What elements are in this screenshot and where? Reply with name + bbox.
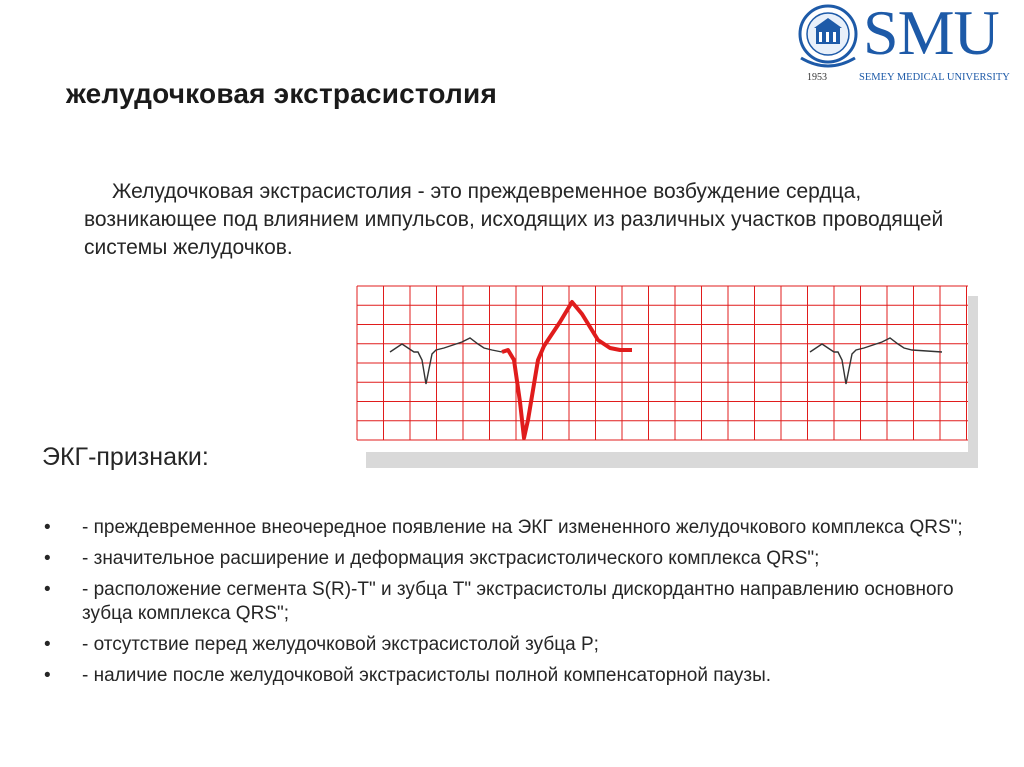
list-item (44, 633, 1004, 657)
ecg-signs-list (44, 516, 1004, 695)
slide-title: желудочковая экстрасистолия (66, 78, 497, 109)
list-item-text: - расположение сегмента S(R)-T" и зубца T" экстрасистолы дискордантно направлению основного зубца комплекса QRS"; (82, 579, 954, 624)
list-item-text: - значительное расширение и деформация экстрасистолического комплекса QRS"; (82, 548, 820, 569)
definition-paragraph: Желудочковая экстрасистолия - это преждевременное возбуждение сердца, возникающее под влиянием импульсов, исходящих из различных участков проводящей системы желудочков. (84, 180, 944, 259)
list-item (44, 547, 1004, 571)
list-item-text: - преждевременное внеочередное появление на ЭКГ измененного желудочкового комплекса QRS"; (82, 517, 963, 538)
bullet: • (44, 548, 51, 569)
list-item (44, 664, 1004, 688)
university-emblem-icon (795, 0, 861, 72)
bullet: • (44, 634, 51, 655)
bullet: • (44, 579, 51, 600)
list-item-text: - наличие после желудочковой экстрасистолы полной компенсаторной паузы. (82, 665, 772, 686)
list-item (44, 516, 1004, 540)
bullet: • (44, 665, 51, 686)
smu-logo (795, 0, 1024, 100)
ecg-figure (352, 280, 980, 470)
bullet: • (44, 517, 51, 538)
ecg-signs-heading: ЭКГ-признаки: (42, 443, 209, 471)
ecg-strip (352, 280, 968, 452)
list-item (44, 578, 1004, 626)
logo-wordmark: SMU (863, 0, 999, 68)
logo-year: 1953 (807, 72, 827, 83)
logo-university-name: SEMEY MEDICAL UNIVERSITY (859, 72, 1010, 83)
list-item-text: - отсутствие перед желудочковой экстрасистолой зубца P; (82, 634, 599, 655)
